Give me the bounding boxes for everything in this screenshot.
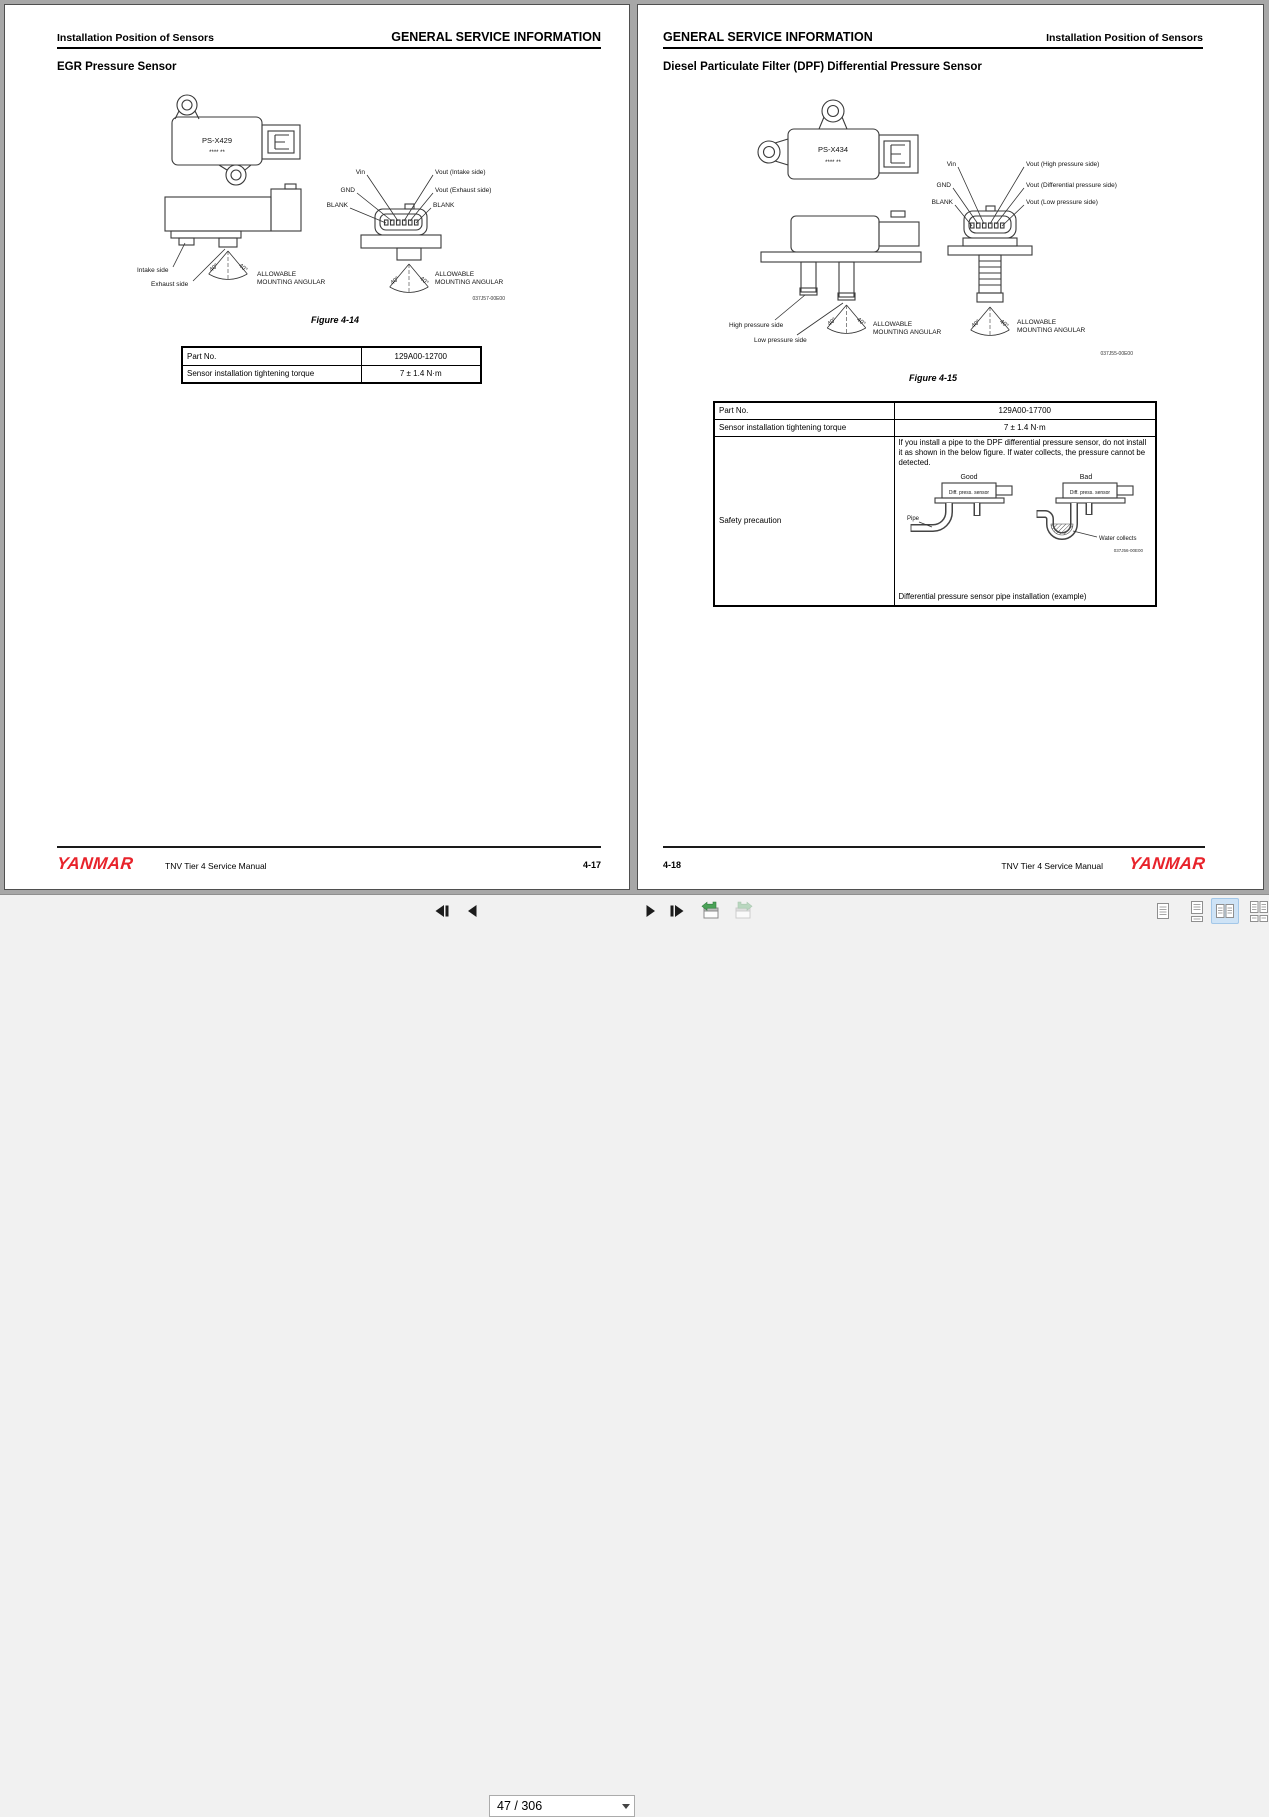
mounting-note: MOUNTING ANGULAR	[873, 329, 942, 336]
yanmar-logo: YANMAR	[56, 854, 135, 873]
diff-press-sensor-label: Diff. press. sensor	[948, 490, 989, 497]
table-row	[714, 402, 1156, 419]
table-row	[182, 347, 481, 365]
safety-label: Safety precaution	[714, 436, 894, 606]
previous-view-button[interactable]	[698, 899, 724, 923]
two-page-icon	[1214, 900, 1236, 922]
water-collects-label: Water collects	[1098, 536, 1136, 543]
drawing-code: 037J56-00E00	[1113, 548, 1143, 554]
footer-rule	[663, 846, 1205, 848]
pin-label-vout-exhaust: Vout (Exhaust side)	[435, 187, 492, 194]
pin-label-vout-low: Vout (Low pressure side)	[1026, 199, 1098, 206]
pin-label-blank-left: BLANK	[326, 202, 348, 209]
port-label-high: High pressure side	[729, 322, 784, 329]
previous-view-icon	[699, 901, 723, 921]
next-page-icon	[645, 904, 657, 918]
manual-title: TNV Tier 4 Service Manual	[1001, 861, 1103, 871]
safety-text: If you install a pipe to the DPF differential pressure sensor, do not install it as shown in the below figure. If water collects, the pressure cannot be detected.	[898, 437, 1147, 468]
next-view-icon	[731, 901, 755, 921]
page-right	[637, 4, 1264, 890]
spec-value: 7 ± 1.4 N·m	[894, 419, 1156, 436]
bad-label: Bad	[1079, 474, 1092, 482]
table-row	[714, 436, 1156, 606]
spec-value: 7 ± 1.4 N·m	[361, 365, 481, 383]
previous-page-button[interactable]	[459, 899, 485, 923]
section-title: Diesel Particulate Filter (DPF) Differential Pressure Sensor	[663, 61, 982, 73]
pin-label-gnd: GND	[340, 187, 355, 194]
spec-label: Sensor installation tightening torque	[182, 365, 361, 383]
good-label: Good	[959, 474, 978, 482]
mounting-note: MOUNTING ANGULAR	[1017, 327, 1086, 334]
two-page-continuous-icon	[1248, 900, 1269, 922]
spec-table	[181, 346, 482, 384]
mounting-note: ALLOWABLE	[435, 271, 475, 278]
port-label-exhaust: Exhaust side	[151, 281, 189, 288]
spec-value: 129A00-17700	[894, 402, 1156, 419]
running-header-right: Installation Position of Sensors	[1046, 32, 1203, 44]
page-number-combobox[interactable]	[489, 1795, 635, 1817]
first-page-icon	[433, 904, 451, 918]
section-title: EGR Pressure Sensor	[57, 61, 177, 73]
figure-caption: Figure 4-15	[908, 373, 957, 383]
next-view-button[interactable]	[730, 899, 756, 923]
sensor-model-label: PS-X429	[201, 136, 233, 145]
angle-label: 40°	[970, 319, 982, 330]
table-row	[182, 365, 481, 383]
port-label-low: Low pressure side	[754, 337, 807, 344]
continuous-pages-icon	[1186, 900, 1208, 922]
single-page-icon	[1152, 900, 1174, 922]
sensor-model-label: PS-X434	[817, 145, 849, 154]
figure-caption: Figure 4-14	[310, 315, 359, 325]
last-page-button[interactable]	[664, 899, 690, 923]
footer-rule	[57, 846, 601, 848]
spec-table	[713, 401, 1157, 607]
header-rule	[57, 47, 601, 49]
spec-label: Part No.	[182, 347, 361, 365]
pin-label-vout-diff: Vout (Differential pressure side)	[1026, 182, 1117, 189]
chevron-down-icon	[622, 1804, 630, 1809]
dpf-sensor-drawing	[705, 89, 1175, 364]
layout-continuous-button[interactable]	[1183, 898, 1211, 924]
mounting-note: ALLOWABLE	[1017, 319, 1057, 326]
page-combo-caret[interactable]	[618, 1796, 634, 1816]
pin-label-vout-high: Vout (High pressure side)	[1026, 161, 1100, 168]
previous-page-icon	[466, 904, 478, 918]
manual-title: TNV Tier 4 Service Manual	[165, 861, 267, 871]
running-header-left: Installation Position of Sensors	[57, 32, 214, 44]
angle-label: 40°	[208, 263, 220, 274]
pipe-installation-drawing	[901, 468, 1151, 564]
pin-label-blank: BLANK	[931, 199, 953, 206]
mounting-note: ALLOWABLE	[873, 321, 913, 328]
angle-label: 40°	[855, 317, 867, 328]
egr-sensor-drawing	[135, 85, 535, 307]
angle-label: 40°	[237, 263, 249, 274]
safety-caption: Differential pressure sensor pipe installation (example)	[898, 591, 1087, 601]
pin-label-gnd: GND	[936, 182, 951, 189]
layout-two-page-button[interactable]	[1211, 898, 1239, 924]
running-header-left: GENERAL SERVICE INFORMATION	[663, 30, 873, 44]
angle-label: 40°	[418, 276, 430, 287]
table-row	[714, 419, 1156, 436]
pipe-label: Pipe	[906, 516, 919, 523]
pin-label-vin: Vin	[355, 169, 365, 176]
document-viewport	[0, 0, 1269, 895]
page-number-input[interactable]	[490, 1799, 618, 1813]
next-page-button[interactable]	[638, 899, 664, 923]
pin-label-vout-intake: Vout (Intake side)	[435, 169, 486, 176]
page-number: 4-18	[663, 860, 682, 870]
last-page-icon	[668, 904, 686, 918]
port-label-intake: Intake side	[137, 267, 169, 274]
drawing-code: 037J57-00E00	[472, 296, 505, 302]
page-left	[4, 4, 630, 890]
angle-label: 40°	[998, 319, 1010, 330]
viewer-toolbar	[0, 895, 1269, 927]
pin-label-vin: Vin	[946, 161, 956, 168]
safety-content	[899, 437, 1152, 601]
yanmar-logo: YANMAR	[1127, 854, 1207, 873]
safety-cell	[894, 436, 1156, 606]
header-rule	[663, 47, 1203, 49]
running-header-right: GENERAL SERVICE INFORMATION	[391, 30, 601, 44]
mounting-note: ALLOWABLE	[257, 271, 297, 278]
mounting-note: MOUNTING ANGULAR	[435, 279, 504, 286]
mounting-note: MOUNTING ANGULAR	[257, 279, 326, 286]
sensor-stamp-label: **** **	[209, 150, 225, 156]
page-number: 4-17	[582, 860, 601, 870]
pin-label-blank-right: BLANK	[433, 202, 455, 209]
spec-label: Sensor installation tightening torque	[714, 419, 894, 436]
first-page-button[interactable]	[429, 899, 455, 923]
sensor-stamp-label: **** **	[825, 160, 841, 166]
spec-label: Part No.	[714, 402, 894, 419]
angle-label: 40°	[826, 317, 838, 328]
diff-press-sensor-label: Diff. press. sensor	[1069, 490, 1110, 497]
drawing-code: 037J55-00E00	[1100, 351, 1133, 357]
spec-value: 129A00-12700	[361, 347, 481, 365]
angle-label: 40°	[389, 276, 401, 287]
layout-single-page-button[interactable]	[1149, 898, 1177, 924]
layout-two-page-continuous-button[interactable]	[1245, 898, 1269, 924]
